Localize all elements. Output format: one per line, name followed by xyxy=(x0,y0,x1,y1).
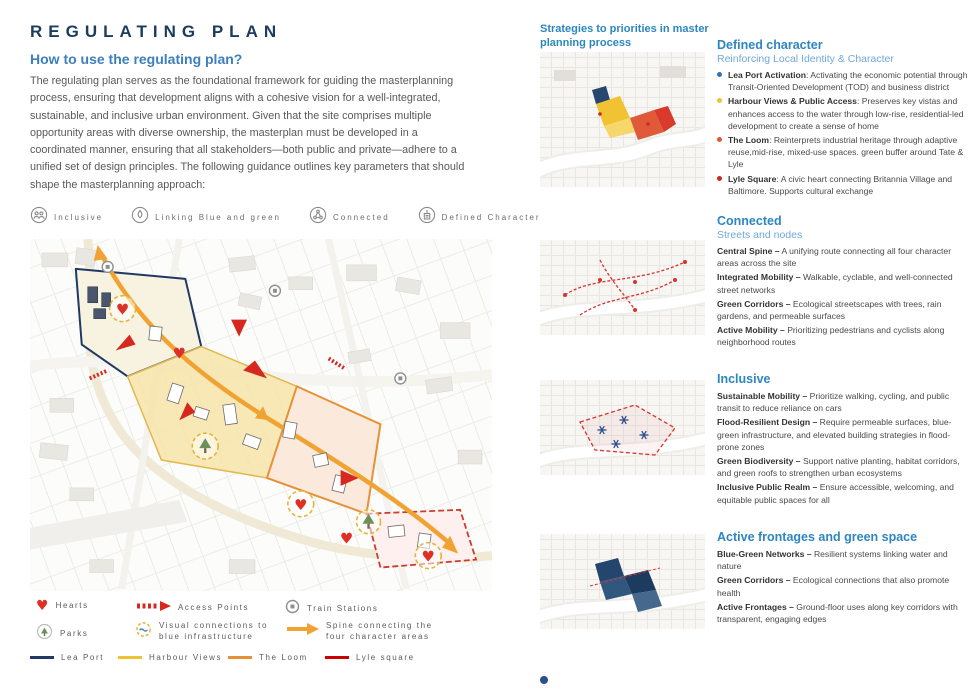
access-points-icon xyxy=(135,599,171,617)
inclusive-map xyxy=(540,380,705,475)
lyle-square-line xyxy=(325,656,349,659)
intro-paragraph: The regulating plan serves as the foundational framework for guiding the masterplanning process, ensuring that development aligns with a cohesive vision for a well-integrated, sustainable, and inclusive urban environment. Given that the site comprises multiple opportunity areas with diverse ownership, the masterplan must be developed in a coordinated manner, ensuring that all stakeholders—both public and private—adhere to a unified set of design principles. The following guidance outlines key parameters that should shape the masterplanning approach: xyxy=(30,75,465,191)
bullet-item: Lea Port Activation: Activating the economic potential through Transit-Oriented Development (TOD) and business district xyxy=(717,69,969,93)
bullet-item: The Loom: Reinterprets industrial heritage through adaptive reuse,mid-rise, mixed-use spaces. green buffer around Tate & Lyle xyxy=(717,134,969,171)
strategy-item: Blue-Green Networks – Resilient systems linking water and nature xyxy=(717,549,948,572)
left-column xyxy=(30,22,541,671)
section-text xyxy=(717,214,969,351)
svg-text:♥: ♥ xyxy=(421,547,435,566)
principle-label: Defined Character xyxy=(441,212,541,222)
section-text xyxy=(717,530,969,629)
svg-text:♥: ♥ xyxy=(294,495,308,514)
legend-visual-connections: Visual connections to blue infrastructure xyxy=(135,621,277,643)
strategy-item: Central Spine – A unifying route connecting all four character areas across the site xyxy=(717,246,952,269)
principle-linking-blue-green xyxy=(131,206,281,229)
strategies-column xyxy=(540,22,972,684)
spine-arrow-icon xyxy=(285,622,319,641)
section-subheading: Reinforcing Local Identity & Character xyxy=(717,53,894,65)
legend-harbour-views: Harbour Views xyxy=(118,653,222,662)
legend-lea-port: Lea Port xyxy=(30,653,104,662)
harbour-views-line xyxy=(118,656,142,659)
strategy-item: Active Mobility – Prioritizing pedestrians and cyclists along neighborhood routes xyxy=(717,325,945,348)
strategy-item: Sustainable Mobility – Prioritize walking, cycling, and public transit to reduce reliance on cars xyxy=(717,391,950,414)
principle-connected xyxy=(309,206,390,229)
strategy-item: Flood-Resilient Design – Require permeable surfaces, blue-green infrastructure, and elevated building strategies in flood-prone zones xyxy=(717,417,952,452)
landmark-icon xyxy=(418,206,436,229)
park-tree-icon xyxy=(36,623,53,645)
strategy-section-defined-character xyxy=(540,38,969,199)
section-heading: Active frontages and green space xyxy=(717,530,918,544)
legend-lyle-square: Lyle square xyxy=(325,653,415,662)
principle-label: Connected xyxy=(332,212,390,222)
principle-defined-character xyxy=(418,206,541,229)
harbour-views-area xyxy=(128,346,297,477)
page-title: REGULATING PLAN xyxy=(30,22,283,41)
legend-the-loom: The Loom xyxy=(228,653,308,662)
bullet-dot-blue xyxy=(717,72,722,77)
strategy-section-connected xyxy=(540,214,969,351)
map-legend xyxy=(30,599,492,671)
map-illustration xyxy=(30,239,492,589)
section-subheading: Streets and nodes xyxy=(717,229,803,241)
visual-connection-icon xyxy=(135,621,152,643)
strategy-item: Green Biodiversity – Support native planting, habitat corridors, and green roofs to strengthen urban ecosystems xyxy=(717,456,960,479)
bullet-dot-red xyxy=(717,176,722,181)
strategy-item: Active Frontages – Ground-floor uses along key corridors with transparent, engaging edges xyxy=(717,601,958,625)
page-indicator-dot[interactable] xyxy=(540,676,548,684)
train-station-icon xyxy=(285,599,300,619)
heart-icon: ♥ xyxy=(36,597,49,614)
strategy-item: Inclusive Public Realm – Ensure accessible, welcoming, and equitable public spaces for all xyxy=(717,482,954,505)
network-icon xyxy=(309,206,327,229)
bullet-dot-orange xyxy=(717,137,722,142)
page-subtitle: How to use the regulating plan? xyxy=(30,51,243,67)
droplet-icon xyxy=(131,206,149,229)
strategies-header: Strategies to priorities in master planning process xyxy=(540,23,709,50)
strategy-item: Integrated Mobility – Walkable, cyclable, and well-connected street networks xyxy=(717,272,953,295)
regulating-plan-map xyxy=(30,239,492,591)
principle-label: Inclusive xyxy=(54,212,104,222)
strategy-section-active-frontages xyxy=(540,530,969,629)
the-loom-line xyxy=(228,656,252,659)
lea-port-line xyxy=(30,656,54,659)
legend-spine: Spine connecting the four character areas xyxy=(285,621,444,643)
svg-text:♥: ♥ xyxy=(172,344,187,363)
section-heading: Inclusive xyxy=(717,372,771,386)
section-heading: Connected xyxy=(717,214,782,228)
bullet-dot-yellow xyxy=(717,98,722,103)
legend-train-stations: Train Stations xyxy=(285,599,378,619)
section-text xyxy=(717,372,969,508)
principle-inclusive xyxy=(30,206,103,229)
legend-hearts: ♥ Hearts xyxy=(36,597,89,614)
bullet-item: Harbour Views & Public Access: Preserves key vistas and enhances access to the water through low-rise, residential-led development to create a sense of home xyxy=(717,95,969,132)
bullet-item: Lyle Square: A civic heart connecting Britannia Village and Baltimore. Supports cultural exchange xyxy=(717,173,969,197)
active-frontages-map xyxy=(540,534,705,629)
svg-text:♥: ♥ xyxy=(115,300,130,319)
strategy-item: Green Corridors – Ecological connections that also promote health xyxy=(717,575,950,598)
svg-text:♥: ♥ xyxy=(339,529,354,548)
principle-label: Linking Blue and green xyxy=(155,212,281,222)
section-text xyxy=(717,38,969,199)
defined-character-map xyxy=(540,52,705,187)
legend-access-points: Access Points xyxy=(135,599,249,617)
connected-map xyxy=(540,240,705,335)
principles-row xyxy=(30,206,541,229)
legend-parks: Parks xyxy=(36,623,88,645)
section-heading: Defined character xyxy=(717,38,823,52)
inclusive-icon xyxy=(30,206,48,229)
strategy-section-inclusive xyxy=(540,372,969,508)
strategy-item: Green Corridors – Ecological streetscapes with trees, rain gardens, and permeable surfaces xyxy=(717,298,942,322)
